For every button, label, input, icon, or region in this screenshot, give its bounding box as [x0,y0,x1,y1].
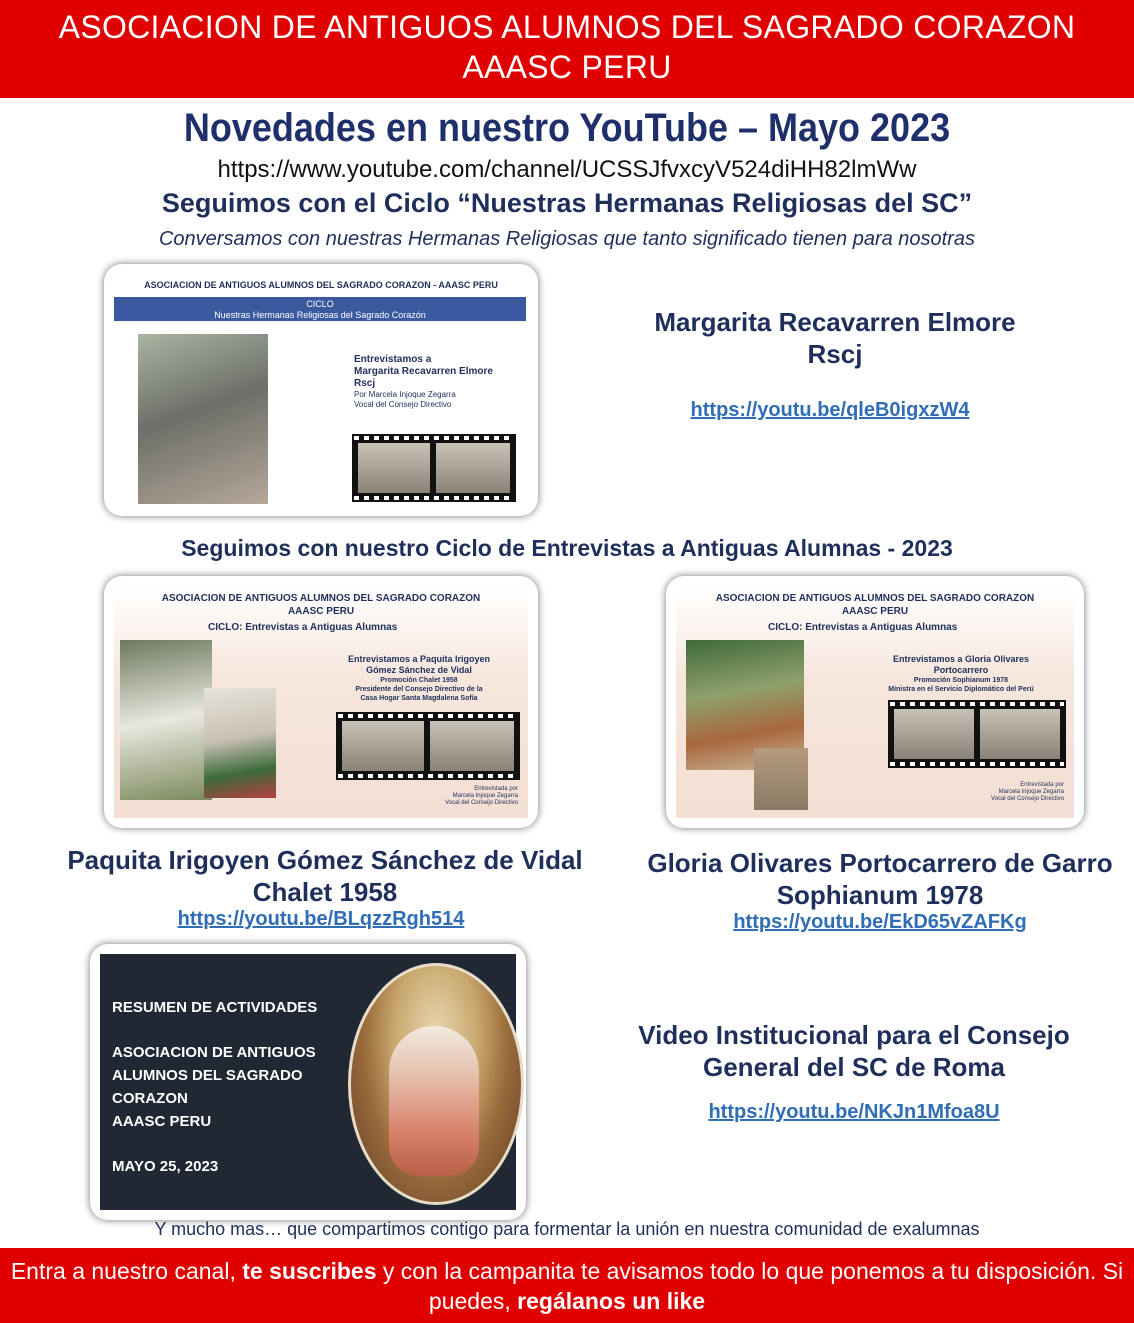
portrait-photo [754,748,808,810]
credit-line: Vocal del Consejo Directivo [444,800,518,806]
text-line: Por Marcela Injoque Zegarra [354,390,456,399]
madonna-painting [348,963,524,1205]
video2-thumbnail[interactable] [104,576,538,828]
band-line: Nuestras Hermanas Religiosas del Sagrado Corazón [214,310,426,320]
org-name: ASOCIACION DE ANTIGUOS ALUMNOS DEL SAGRADO CORAZON [58,9,1076,45]
video3-thumbnail[interactable] [666,576,1084,828]
text-line: RESUMEN DE ACTIVIDADES [112,999,318,1016]
name-line: Margarita Recavarren Elmore [654,307,1016,337]
section1-subtitle: Conversamos con nuestras Hermanas Religiosas que tanto significado tienen para nosotras [158,228,975,250]
thumb-credit [991,782,1064,803]
footer-note: Y mucho mas… que compartimos contigo para formentar la unión en nuestra comunidad de exalumnas [154,1219,980,1239]
credit-line: Marcela Injoque Zegarra [452,793,518,799]
credit-line: Entrevistada por [1020,782,1064,788]
name-line: Paquita Irigoyen Gómez Sánchez de Vidal [67,845,583,875]
text-line: Margarita Recavarren Elmore [354,366,493,377]
video1-name [570,306,1100,370]
film-strip [888,700,1066,768]
portrait-photo [204,688,276,798]
banner-bold: regálanos un like [517,1288,706,1314]
credit-line: Vocal del Consejo Directivo [990,796,1064,802]
thumb-text [354,354,493,410]
video3-name [630,847,1130,911]
name-line: Video Institucional para el Consejo [638,1020,1070,1050]
name-line: General del SC de Roma [703,1052,1005,1082]
text-line: Promoción Sophianum 1978 [913,677,1009,684]
text-line: Entrevistamos a Gloria Olivares [892,654,1030,664]
credit-line: Marcela Injoque Zegarra [998,789,1064,795]
name-line: Chalet 1958 [252,877,398,907]
credit-line: Entrevistada por [474,786,518,792]
text-line: CORAZON [112,1090,188,1107]
text-line: Promoción Chalet 1958 [380,677,458,684]
video3-link[interactable]: https://youtu.be/EkD65vZAFKg [733,911,1027,933]
header-line: AAASC PERU [841,606,909,617]
band-line: CICLO [306,299,334,309]
banner-text: y con la campanita te avisamos todo lo que ponemos a tu disposición. Si puedes, [376,1258,1124,1314]
thumb-header: ASOCIACION DE ANTIGUOS ALUMNOS DEL SAGRADO CORAZON - AAASC PERU [144,280,498,290]
thumb-text [326,654,512,703]
text-line: ASOCIACION DE ANTIGUOS [112,1044,316,1061]
video4-name [600,1019,1108,1083]
text-line: MAYO 25, 2023 [112,1158,219,1175]
page-title: Novedades en nuestro YouTube – Mayo 2023 [183,106,951,150]
banner-bold: te suscribes [242,1258,377,1284]
text-line: Vocal del Consejo Directivo [354,400,452,409]
text-line: Rscj [354,378,376,389]
banner-text: Entra a nuestro canal, [10,1258,243,1284]
video4-thumbnail[interactable] [90,944,526,1220]
video2-name [30,844,620,908]
thumb-ciclo: CICLO: Entrevistas a Antiguas Alumnas [768,622,958,633]
channel-link[interactable]: https://www.youtube.com/channel/UCSSJfvxcyV524diHH82lmWw [217,156,917,183]
text-line: Casa Hogar Santa Magdalena Sofía [360,695,478,702]
text-line: ALUMNOS DEL SAGRADO [112,1067,303,1084]
header-line: AAASC PERU [287,606,355,617]
name-line: Sophianum 1978 [776,880,984,910]
text-line: Entrevistamos a Paquita Irigoyen [347,654,491,664]
top-banner [0,0,1134,98]
bottom-banner [0,1248,1134,1323]
thumb-band [114,297,526,321]
text-line: AAASC PERU [112,1113,212,1130]
name-line: Rscj [807,339,863,369]
film-strip [336,712,520,780]
text-line: Presidente del Consejo Directivo de la [355,686,483,693]
thumb-text [112,996,317,1178]
thumb-ciclo: CICLO: Entrevistas a Antiguas Alumnas [208,622,398,633]
thumb-credit [445,786,518,807]
section1-title: Seguimos con el Ciclo “Nuestras Hermanas Religiosas del SC” [161,188,973,218]
portrait-photo [138,334,268,504]
thumb-text [862,654,1060,694]
header-line: ASOCIACION DE ANTIGUOS ALUMNOS DEL SAGRADO CORAZON [715,593,1035,604]
text-line: Ministra en el Servicio Diplomático del Perú [888,686,1034,693]
name-line: Gloria Olivares Portocarrero de Garro [647,848,1113,878]
film-strip [352,434,516,502]
org-acronym: AAASC PERU [462,49,672,85]
section2-title: Seguimos con nuestro Ciclo de Entrevistas a Antiguas Alumnas - 2023 [181,535,953,561]
text-line: Entrevistamos a [354,354,432,365]
thumb-header [104,592,538,618]
video1-thumbnail[interactable] [104,264,538,516]
video2-link[interactable]: https://youtu.be/BLqzzRgh514 [177,908,465,930]
video4-link[interactable]: https://youtu.be/NKJn1Mfoa8U [708,1101,1000,1123]
garden-photo [120,640,212,800]
header-line: ASOCIACION DE ANTIGUOS ALUMNOS DEL SAGRADO CORAZON [161,593,481,604]
text-line: Portocarrero [933,665,989,675]
text-line: Gómez Sánchez de Vidal [366,665,472,675]
video1-link[interactable]: https://youtu.be/qleB0igxzW4 [690,399,970,421]
thumb-header [666,592,1084,618]
